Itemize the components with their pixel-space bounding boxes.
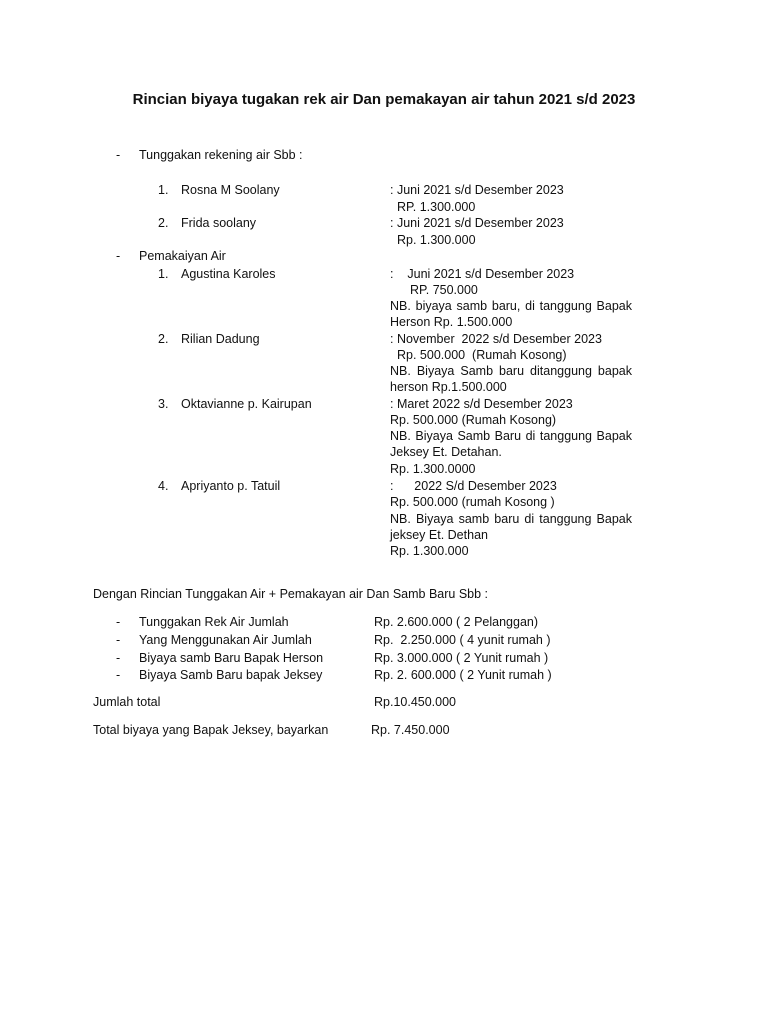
section1-bullet: - <box>116 148 121 162</box>
list-item-number: 1. <box>158 267 169 281</box>
extra-amount-text: Rp. 1.300.0000 <box>390 462 476 476</box>
customer-name: Apriyanto p. Tatuil <box>181 479 281 493</box>
period-text: : Juni 2021 s/d Desember 2023 <box>390 183 564 197</box>
list-item-number: 3. <box>158 397 169 411</box>
period-text: : Maret 2022 s/d Desember 2023 <box>390 397 573 411</box>
list-item-number: 2. <box>158 216 169 230</box>
summary-bullet: - <box>116 651 121 665</box>
amount-text: RP. 1.300.000 <box>397 200 476 214</box>
period-text: : Juni 2021 s/d Desember 2023 <box>390 267 575 281</box>
summary-label: Tunggakan Rek Air Jumlah <box>139 615 289 629</box>
amount-text: RP. 750.000 <box>410 283 478 297</box>
note-text: NB. biyaya samb baru, di tanggung Bapak Herson Rp. 1.500.000 <box>390 299 632 329</box>
summary-bullet: - <box>116 668 121 682</box>
summary-label: Biyaya samb Baru Bapak Herson <box>139 651 324 665</box>
period-text: : 2022 S/d Desember 2023 <box>390 479 557 493</box>
customer-name: Frida soolany <box>181 216 257 230</box>
jeksey-total-label: Total biyaya yang Bapak Jeksey, bayarkan <box>93 723 329 737</box>
summary-value: Rp. 2.250.000 ( 4 yunit rumah ) <box>374 633 551 647</box>
total-value: Rp.10.450.000 <box>374 695 457 709</box>
total-label: Jumlah total <box>93 695 161 709</box>
note-text: NB. Biyaya samb baru di tanggung Bapak jeksey Et. Dethan <box>390 512 632 542</box>
amount-text: Rp. 1.300.000 <box>397 233 476 247</box>
list-item-number: 1. <box>158 183 169 197</box>
section2-heading: Pemakaiyan Air <box>139 249 226 263</box>
summary-value: Rp. 2.600.000 ( 2 Pelanggan) <box>374 615 539 629</box>
jeksey-total-value: Rp. 7.450.000 <box>371 723 450 737</box>
summary-bullet: - <box>116 633 121 647</box>
summary-value: Rp. 3.000.000 ( 2 Yunit rumah ) <box>374 651 549 665</box>
summary-bullet: - <box>116 615 121 629</box>
customer-name: Rosna M Soolany <box>181 183 280 197</box>
amount-text: Rp. 500.000 (Rumah Kosong) <box>397 348 567 362</box>
note-text: NB. Biyaya Samb Baru di tanggung Bapak Jeksey Et. Detahan. <box>390 429 632 459</box>
section2-bullet: - <box>116 249 121 263</box>
customer-name: Oktavianne p. Kairupan <box>181 397 312 411</box>
list-item-number: 4. <box>158 479 169 493</box>
amount-text: Rp. 500.000 (rumah Kosong ) <box>390 495 555 509</box>
document-title: Rincian biyaya tugakan rek air Dan pemakayan air tahun 2021 s/d 2023 <box>132 91 636 108</box>
summary-value: Rp. 2. 600.000 ( 2 Yunit rumah ) <box>374 668 552 682</box>
extra-amount-text: Rp. 1.300.000 <box>390 544 469 558</box>
period-text: : November 2022 s/d Desember 2023 <box>390 332 602 346</box>
summary-intro: Dengan Rincian Tunggakan Air + Pemakayan air Dan Samb Baru Sbb : <box>93 587 489 601</box>
period-text: : Juni 2021 s/d Desember 2023 <box>390 216 564 230</box>
summary-label: Biyaya Samb Baru bapak Jeksey <box>139 668 323 682</box>
list-item-number: 2. <box>158 332 169 346</box>
amount-text: Rp. 500.000 (Rumah Kosong) <box>390 413 557 427</box>
customer-name: Agustina Karoles <box>181 267 276 281</box>
customer-name: Rilian Dadung <box>181 332 260 346</box>
note-text: NB. Biyaya Samb baru ditanggung bapak herson Rp.1.500.000 <box>390 364 632 394</box>
summary-label: Yang Menggunakan Air Jumlah <box>139 633 312 647</box>
section1-heading: Tunggakan rekening air Sbb : <box>139 148 303 162</box>
